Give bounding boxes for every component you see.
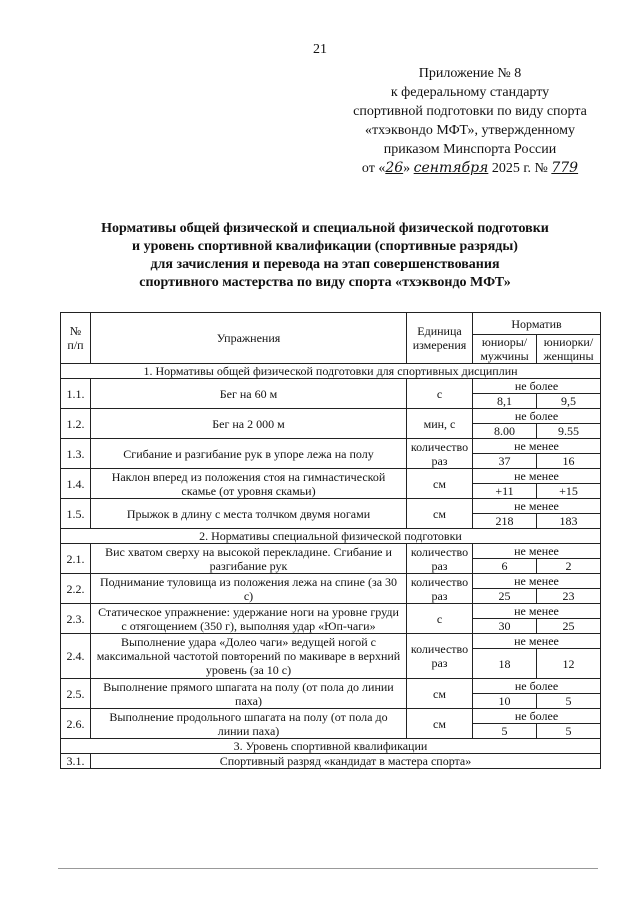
exercise-name: Наклон вперед из положения стоя на гимнастической скамье (от уровня скамьи) — [91, 469, 407, 499]
row-number: 2.1. — [61, 544, 91, 574]
date-mid: » — [403, 161, 414, 176]
norm-condition: не менее — [473, 544, 601, 559]
exercise-name: Бег на 60 м — [91, 379, 407, 409]
row-number: 2.5. — [61, 679, 91, 709]
norm-value-women: 25 — [537, 619, 601, 634]
handwritten-order-number: 779 — [551, 160, 579, 176]
exercise-name: Сгибание и разгибание рук в упоре лежа на полу — [91, 439, 407, 469]
header-juniors-women: юниорки/ женщины — [537, 335, 601, 364]
header-num: № п/п — [61, 313, 91, 364]
exercise-name: Прыжок в длину с места толчком двумя ногами — [91, 499, 407, 529]
norm-value-men: 10 — [473, 694, 537, 709]
unit-cell: количество раз — [407, 574, 473, 604]
appendix-line: к федеральному стандарту — [390, 85, 550, 100]
norm-value-men: 37 — [473, 454, 537, 469]
row-number: 1.4. — [61, 469, 91, 499]
norm-condition: не менее — [473, 469, 601, 484]
document-title — [60, 220, 590, 292]
norm-condition: не менее — [473, 634, 601, 649]
section-title: 3. Уровень спортивной квалификации — [61, 739, 601, 754]
title-line: для зачисления и перевода на этап совершенствования — [150, 257, 500, 272]
date-prefix: от « — [361, 161, 386, 176]
norm-condition: не более — [473, 379, 601, 394]
exercise-name: Выполнение удара «Долео чаги» ведущей ногой с максимальной частотой повторений по макиваре в верхний уровень (за 10 с) — [91, 634, 407, 679]
header-juniors-men: юниоры/ мужчины — [473, 335, 537, 364]
norm-value-men: 218 — [473, 514, 537, 529]
date-suffix: 2025 г. № — [488, 161, 552, 176]
title-line: и уровень спортивной квалификации (спортивные разряды) — [132, 239, 518, 254]
unit-cell: количество раз — [407, 544, 473, 574]
exercise-name: Поднимание туловища из положения лежа на спине (за 30 с) — [91, 574, 407, 604]
appendix-block — [330, 64, 610, 178]
norm-value-women: 23 — [537, 589, 601, 604]
title-line: спортивного мастерства по виду спорта «тхэквондо МФТ» — [139, 275, 511, 290]
exercise-name: Бег на 2 000 м — [91, 409, 407, 439]
appendix-line: спортивной подготовки по виду спорта — [353, 104, 587, 119]
norm-condition: не менее — [473, 604, 601, 619]
norm-value-women: 183 — [537, 514, 601, 529]
norm-value-women: 5 — [537, 724, 601, 739]
appendix-line: приказом Минспорта России — [383, 142, 557, 157]
row-number: 2.6. — [61, 709, 91, 739]
row-number: 1.3. — [61, 439, 91, 469]
row-number: 1.5. — [61, 499, 91, 529]
norm-condition: не менее — [473, 574, 601, 589]
norm-value-men: 8.00 — [473, 424, 537, 439]
unit-cell: количество раз — [407, 439, 473, 469]
exercise-name: Выполнение продольного шпагата на полу (от пола до линии паха) — [91, 709, 407, 739]
norm-condition: не менее — [473, 499, 601, 514]
order-date-line — [330, 159, 610, 178]
handwritten-month: сентября — [413, 160, 489, 176]
norm-condition: не более — [473, 679, 601, 694]
unit-cell: с — [407, 379, 473, 409]
header-exercise: Упражнения — [91, 313, 407, 364]
unit-cell: см — [407, 499, 473, 529]
norm-value-women: 9.55 — [537, 424, 601, 439]
norm-value-men: 30 — [473, 619, 537, 634]
section-title: 2. Нормативы специальной физической подготовки — [61, 529, 601, 544]
row-number: 1.1. — [61, 379, 91, 409]
norm-value-men: 25 — [473, 589, 537, 604]
row-number: 3.1. — [61, 754, 91, 769]
norm-value-women: 9,5 — [537, 394, 601, 409]
unit-cell: см — [407, 709, 473, 739]
unit-cell: количество раз — [407, 634, 473, 679]
unit-cell: см — [407, 679, 473, 709]
norm-value-men: 5 — [473, 724, 537, 739]
appendix-line: Приложение № 8 — [418, 66, 522, 81]
row-number: 1.2. — [61, 409, 91, 439]
norm-value-women: 16 — [537, 454, 601, 469]
appendix-line: «тхэквондо МФТ», утвержденному — [365, 123, 575, 138]
unit-cell: см — [407, 469, 473, 499]
title-line: Нормативы общей физической и специальной физической подготовки — [101, 221, 549, 236]
exercise-name: Выполнение прямого шпагата на полу (от пола до линии паха) — [91, 679, 407, 709]
bottom-rule — [58, 868, 598, 869]
unit-cell: мин, с — [407, 409, 473, 439]
row-number: 2.3. — [61, 604, 91, 634]
norm-value-men: +11 — [473, 484, 537, 499]
page-number: 21 — [313, 42, 327, 57]
norm-value-women: 5 — [537, 694, 601, 709]
qualification-text: Спортивный разряд «кандидат в мастера спорта» — [91, 754, 601, 769]
row-number: 2.2. — [61, 574, 91, 604]
exercise-name: Вис хватом сверху на высокой перекладине. Сгибание и разгибание рук — [91, 544, 407, 574]
row-number: 2.4. — [61, 634, 91, 679]
handwritten-day: 26 — [385, 160, 404, 176]
norm-value-men: 8,1 — [473, 394, 537, 409]
norms-table — [60, 312, 601, 769]
norm-value-men: 6 — [473, 559, 537, 574]
norm-value-women: +15 — [537, 484, 601, 499]
norm-condition: не более — [473, 409, 601, 424]
header-norm: Норматив — [473, 313, 601, 335]
norm-value-women: 12 — [537, 649, 601, 679]
norm-value-women: 2 — [537, 559, 601, 574]
norm-condition: не более — [473, 709, 601, 724]
section-title: 1. Нормативы общей физической подготовки для спортивных дисциплин — [61, 364, 601, 379]
exercise-name: Статическое упражнение: удержание ноги на уровне груди с отягощением (350 г), выполняя удар «Юп-чаги» — [91, 604, 407, 634]
unit-cell: с — [407, 604, 473, 634]
norm-value-men: 18 — [473, 649, 537, 679]
norm-condition: не менее — [473, 439, 601, 454]
header-unit: Единица измерения — [407, 313, 473, 364]
